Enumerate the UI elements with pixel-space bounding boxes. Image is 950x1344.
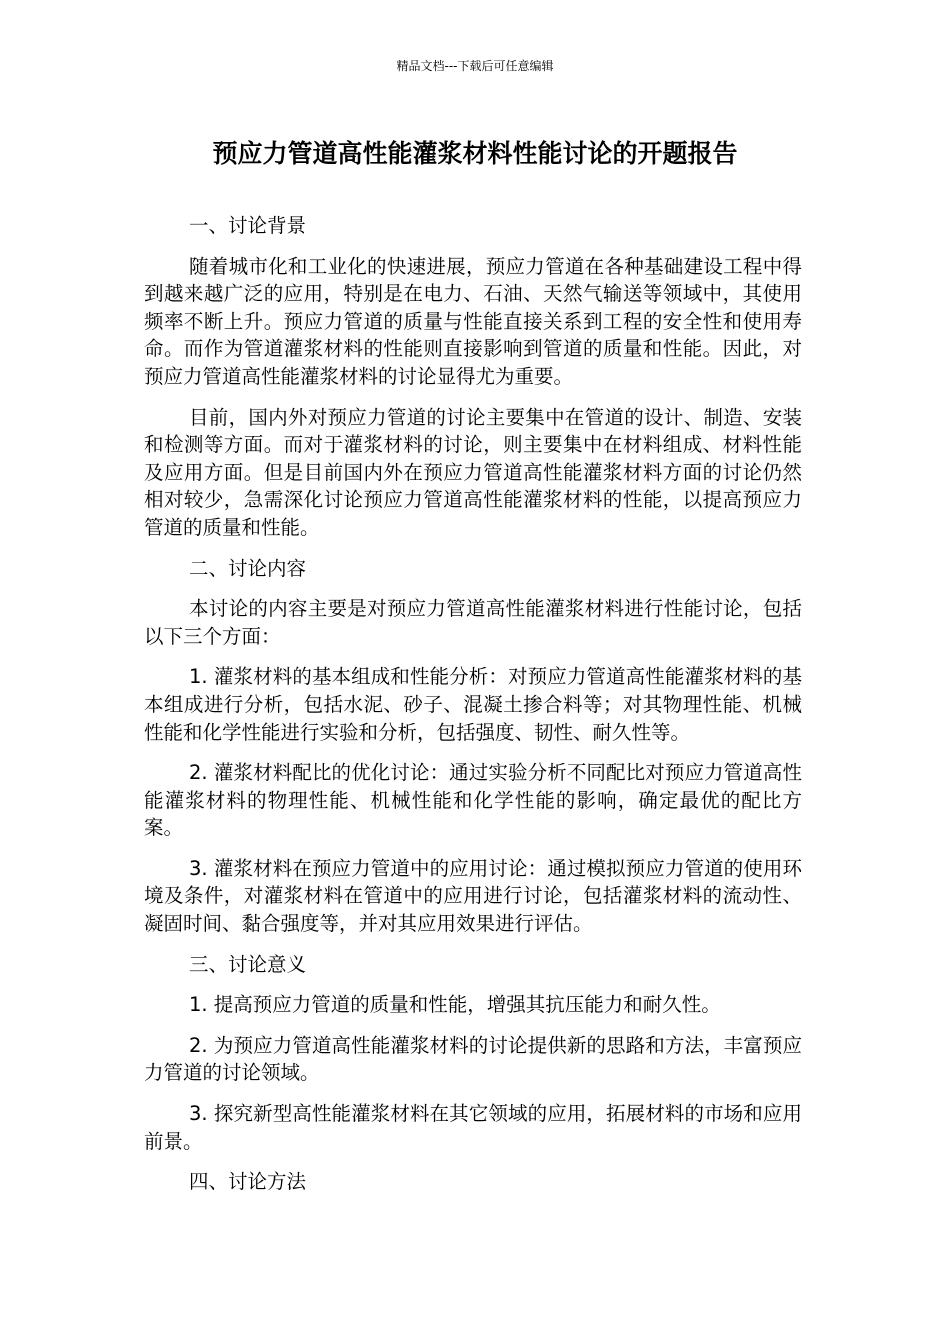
header-note: 精品文档---下载后可任意编辑 bbox=[396, 59, 554, 73]
list-item: 2. 为预应力管道高性能灌浆材料的讨论提供新的思路和方法，丰富预应力管道的讨论领域。 bbox=[144, 1033, 802, 1085]
section-heading: 二、讨论内容 bbox=[189, 556, 307, 580]
paragraph: 随着城市化和工业化的快速进展，预应力管道在各种基础建设工程中得到越来越广泛的应用，特别是在电力、石油、天然气输送等领域中，其使用频率不断上升。预应力管道的质量与性能直接关系到工程的安全性和使用寿命。而作为管道灌浆材料的性能则直接影响到管道的质量和性能。因此，对预应力管道高性能灌浆材料的讨论显得尤为重要。 bbox=[144, 254, 802, 388]
section-heading: 四、讨论方法 bbox=[189, 1170, 307, 1194]
list-item: 1. 灌浆材料的基本组成和性能分析：对预应力管道高性能灌浆材料的基本组成进行分析，包括水泥、砂子、混凝土掺合料等；对其物理性能、机械性能和化学性能进行实验和分析，包括强度、韧性、耐久性等。 bbox=[144, 665, 802, 744]
list-item: 2. 灌浆材料配比的优化讨论：通过实验分析不同配比对预应力管道高性能灌浆材料的物理性能、机械性能和化学性能的影响，确定最优的配比方案。 bbox=[144, 761, 802, 840]
document-body bbox=[144, 212, 802, 1209]
list-item: 3. 探究新型高性能灌浆材料在其它领域的应用，拓展材料的市场和应用前景。 bbox=[144, 1102, 802, 1153]
section-heading: 三、讨论意义 bbox=[189, 952, 307, 976]
page-title: 预应力管道高性能灌浆材料性能讨论的开题报告 bbox=[212, 139, 738, 168]
list-item: 3. 灌浆材料在预应力管道中的应用讨论：通过模拟预应力管道的使用环境及条件，对灌浆材料在管道中的应用进行讨论，包括灌浆材料的流动性、凝固时间、黏合强度等，并对其应用效果进行评估。 bbox=[144, 856, 802, 936]
section-heading: 一、讨论背景 bbox=[189, 214, 307, 237]
paragraph: 本讨论的内容主要是对预应力管道高性能灌浆材料进行性能讨论，包括以下三个方面： bbox=[144, 597, 802, 648]
list-item: 1. 提高预应力管道的质量和性能，增强其抗压能力和耐久性。 bbox=[189, 993, 721, 1017]
paragraph: 目前，国内外对预应力管道的讨论主要集中在管道的设计、制造、安装和检测等方面。而对于灌浆材料的讨论，则主要集中在材料组成、材料性能及应用方面。但是目前国内外在预应力管道高性能灌浆材料方面的讨论仍然相对较少，急需深化讨论预应力管道高性能灌浆材料的性能，以提高预应力管道的质量和性能。 bbox=[144, 405, 802, 539]
